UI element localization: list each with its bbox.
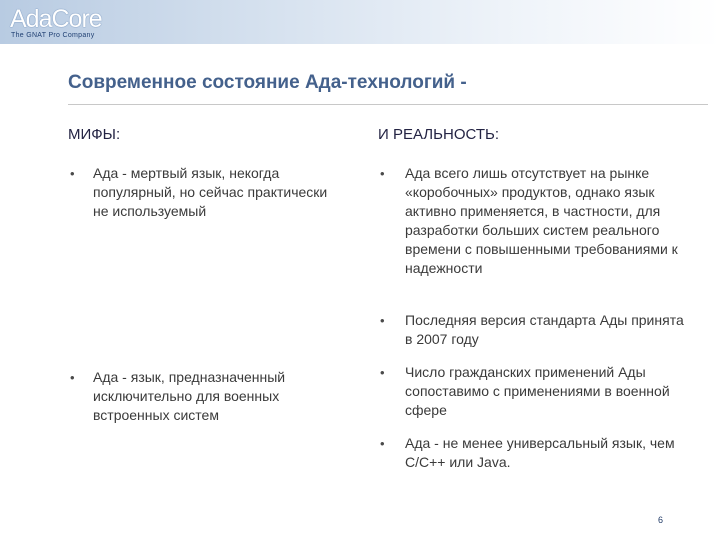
logo-tagline: The GNAT Pro Company — [11, 32, 95, 39]
slide-title: Современное состояние Ада-технологий - — [68, 72, 467, 93]
myth-item: Ада - язык, предназначенный исключительно для военных встроенных систем — [93, 369, 286, 423]
reality-heading: И РЕАЛЬНОСТЬ: — [378, 126, 499, 143]
myth-item: Ада - мертвый язык, некогда популярный, но сейчас практически не используемый — [93, 165, 328, 219]
bullet-icon: • — [380, 365, 385, 380]
page-number: 6 — [658, 515, 664, 525]
bullet-icon: • — [70, 166, 75, 181]
title-divider — [68, 104, 708, 105]
bullet-icon: • — [70, 370, 75, 385]
reality-item: Последняя версия стандарта Ады принята в 2007 году — [405, 312, 684, 347]
header-band — [0, 0, 720, 44]
reality-item: Число гражданских применений Ады сопоставимо с применениями в военной сфере — [405, 364, 670, 418]
logo-wordmark: AdaCore — [10, 5, 102, 33]
bullet-icon: • — [380, 166, 385, 181]
adacore-logo — [10, 6, 102, 40]
bullet-icon: • — [380, 313, 385, 328]
bullet-icon: • — [380, 436, 385, 451]
reality-item: Ада всего лишь отсутствует на рынке «коробочных» продуктов, однако язык активно применяется, в частности, для разработки больших систем реального времени с повышенными требованиями к надежности — [405, 165, 678, 276]
myths-heading: МИФЫ: — [68, 126, 121, 143]
reality-item: Ада - не менее универсальный язык, чем C/C++ или Java. — [405, 435, 675, 470]
